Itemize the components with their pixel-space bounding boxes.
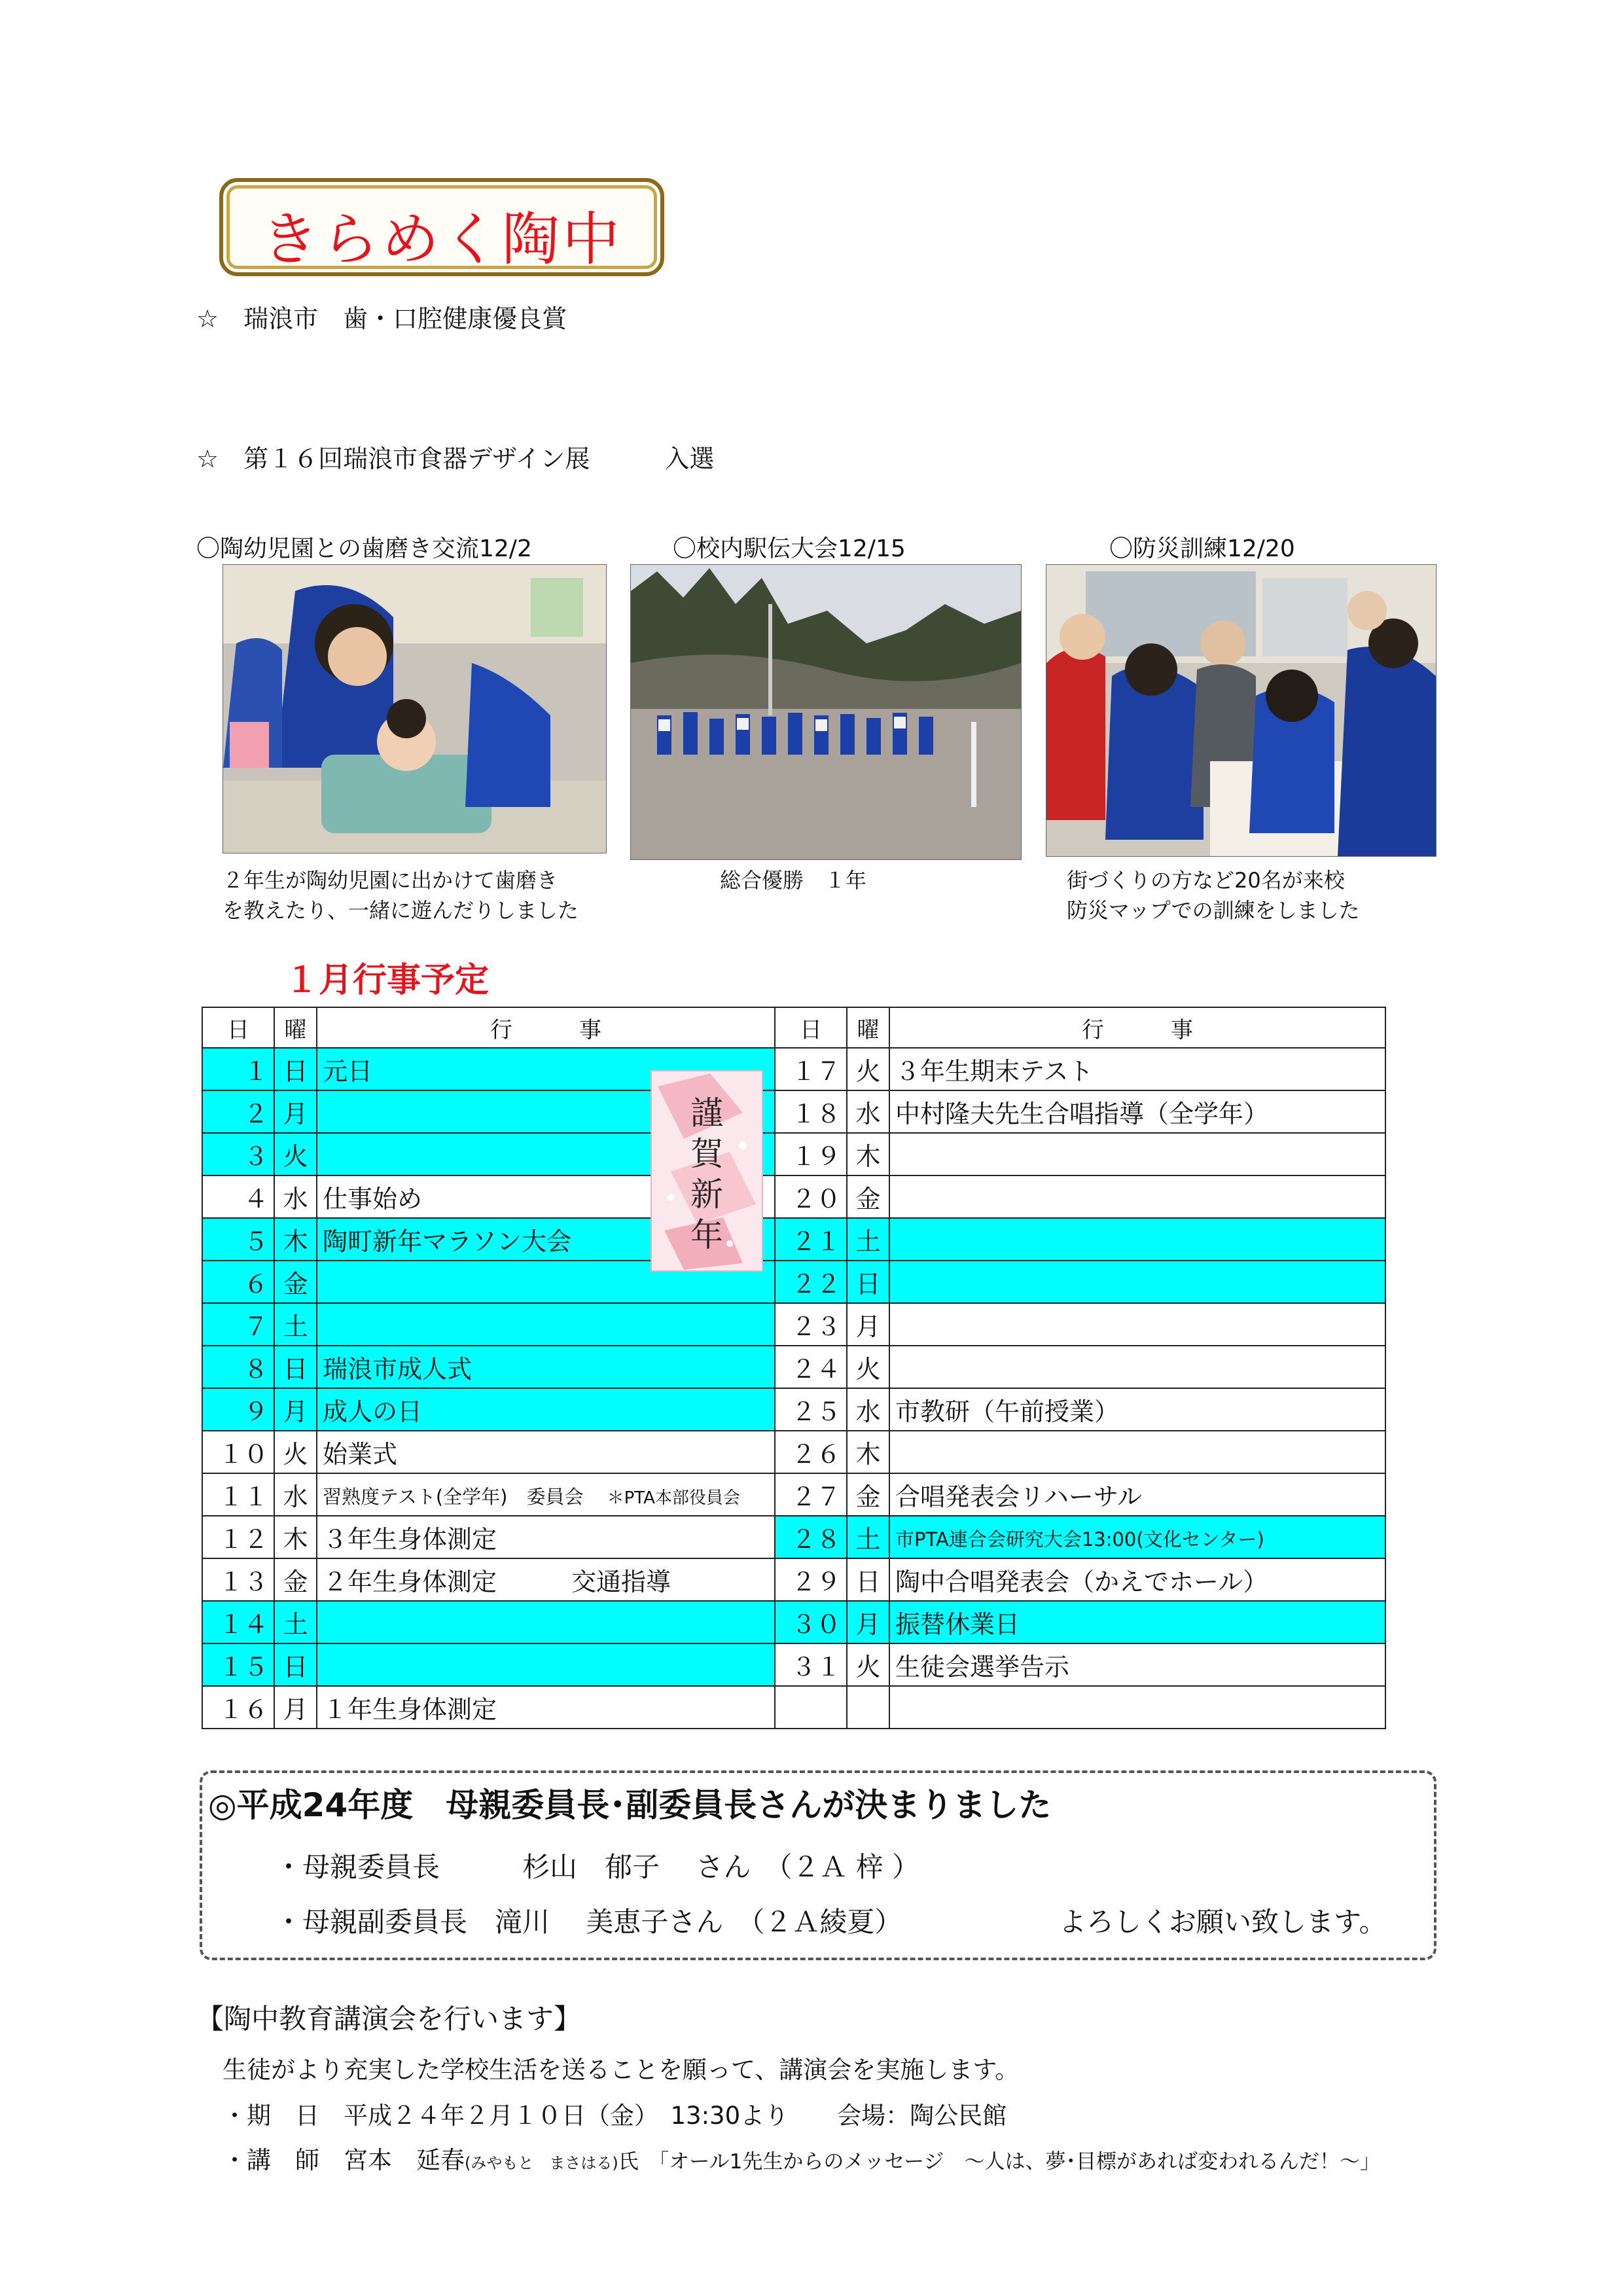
table-row — [202, 1558, 1385, 1601]
day-cell — [775, 1686, 847, 1729]
event-cell — [317, 1303, 775, 1346]
event-cell — [889, 1303, 1385, 1346]
dow-cell: 金 — [847, 1175, 889, 1218]
dow-cell: 土 — [847, 1516, 889, 1558]
mothers-title: ◎平成24年度 母親委員長･副委員長さんが決まりました — [208, 1786, 1052, 1824]
event-cell: ３年生身体測定 — [317, 1516, 775, 1558]
award-line-1: ☆ 瑞浪市 歯・口腔健康優良賞 — [196, 304, 567, 333]
photo-title-drill: 〇防災訓練12/20 — [1109, 535, 1295, 562]
day-cell: １６ — [202, 1686, 274, 1729]
day-cell: ２７ — [775, 1473, 847, 1516]
event-cell: 陶町新年マラソン大会 — [317, 1218, 775, 1261]
dow-cell: 土 — [847, 1218, 889, 1261]
table-row — [202, 1346, 1385, 1388]
day-cell: １２ — [202, 1516, 274, 1558]
dow-cell: 日 — [274, 1048, 317, 1090]
dow-cell: 日 — [274, 1643, 317, 1686]
dow-cell: 月 — [274, 1090, 317, 1133]
title-plaque — [219, 178, 664, 276]
event-cell: 振替休業日 — [889, 1601, 1385, 1643]
card-char-4: 年 — [690, 1216, 723, 1254]
day-cell: ３１ — [775, 1643, 847, 1686]
speaker-reading: (みやもと まさはる) — [465, 2154, 618, 2172]
lecture-intro: 生徒がより充実した学校生活を送ることを願って、講演会を実施します。 — [223, 2056, 1020, 2084]
event-cell — [889, 1133, 1385, 1175]
header-day: 日 — [775, 1007, 847, 1048]
day-cell: ２９ — [775, 1558, 847, 1601]
event-cell — [317, 1601, 775, 1643]
day-cell: １９ — [775, 1133, 847, 1175]
day-cell: ５ — [202, 1218, 274, 1261]
table-row — [202, 1643, 1385, 1686]
photo-caption-toothbrush-2: を教えたり、一緒に遊んだりしました — [223, 898, 579, 923]
event-cell — [889, 1175, 1385, 1218]
card-char-2: 賀 — [690, 1135, 723, 1173]
day-cell: ２１ — [775, 1218, 847, 1261]
day-cell: ７ — [202, 1303, 274, 1346]
day-cell: ２５ — [775, 1388, 847, 1431]
event-cell — [889, 1346, 1385, 1388]
day-cell: １８ — [775, 1090, 847, 1133]
day-cell: ９ — [202, 1388, 274, 1431]
lecture-date: ・期 日 平成２４年２月１０日（金） 13:30より 会場：陶公民館 — [223, 2102, 1007, 2130]
photo-disaster-drill — [1046, 564, 1436, 857]
day-cell: ２０ — [775, 1175, 847, 1218]
dow-cell: 土 — [274, 1303, 317, 1346]
table-row — [202, 1133, 1385, 1175]
day-cell: １０ — [202, 1431, 274, 1473]
dow-cell: 火 — [847, 1048, 889, 1090]
photo-caption-toothbrush-1: ２年生が陶幼児園に出かけて歯磨き — [223, 868, 558, 893]
dow-cell: 月 — [847, 1303, 889, 1346]
award-line-2: ☆ 第１６回瑞浪市食器デザイン展 入選 — [196, 444, 715, 473]
card-char-1: 謹 — [690, 1094, 723, 1132]
event-cell: 合唱発表会リハーサル — [889, 1473, 1385, 1516]
dow-cell: 金 — [847, 1473, 889, 1516]
event-cell: 仕事始め — [317, 1175, 775, 1218]
dow-cell: 木 — [847, 1133, 889, 1175]
photo-title-toothbrush: 〇陶幼児園との歯磨き交流12/2 — [196, 535, 532, 562]
dow-cell: 金 — [274, 1558, 317, 1601]
event-note: ＊PTA本部役員会 — [607, 1488, 740, 1508]
table-row — [202, 1303, 1385, 1346]
dow-cell: 月 — [274, 1388, 317, 1431]
dow-cell: 水 — [274, 1175, 317, 1218]
dow-cell: 土 — [274, 1601, 317, 1643]
day-cell: ３０ — [775, 1601, 847, 1643]
day-cell: １５ — [202, 1643, 274, 1686]
event-cell: 成人の日 — [317, 1388, 775, 1431]
header-event: 行 事 — [889, 1007, 1385, 1048]
dow-cell: 月 — [274, 1686, 317, 1729]
lecture-speaker — [223, 2140, 1380, 2176]
day-cell: １４ — [202, 1601, 274, 1643]
lecture-title: 【陶中教育講演会を行います】 — [196, 2003, 582, 2035]
mothers-closing: よろしくお願い致します。 — [1059, 1906, 1387, 1938]
event-text: 習熟度テスト(全学年) 委員会 — [323, 1485, 584, 1508]
event-cell: 元日 — [317, 1048, 775, 1090]
mothers-vice-chair: ・母親副委員長 滝川 美恵子さん （２Ａ綾夏） — [275, 1906, 902, 1938]
day-cell: １３ — [202, 1558, 274, 1601]
day-cell: ６ — [202, 1261, 274, 1303]
dow-cell: 水 — [847, 1090, 889, 1133]
event-cell — [317, 1643, 775, 1686]
event-cell: 市教研（午前授業） — [889, 1388, 1385, 1431]
day-cell: ２ — [202, 1090, 274, 1133]
dow-cell: 木 — [274, 1218, 317, 1261]
day-cell: ２６ — [775, 1431, 847, 1473]
table-row — [202, 1601, 1385, 1643]
new-year-card — [645, 1067, 769, 1276]
day-cell: １ — [202, 1048, 274, 1090]
dow-cell: 日 — [274, 1346, 317, 1388]
day-cell: １７ — [775, 1048, 847, 1090]
photo-caption-drill-1: 街づくりの方など20名が来校 — [1067, 868, 1345, 893]
day-cell: ２４ — [775, 1346, 847, 1388]
table-row — [202, 1686, 1385, 1729]
table-row — [202, 1431, 1385, 1473]
header-dow: 曜 — [274, 1007, 317, 1048]
event-cell: １年生身体測定 — [317, 1686, 775, 1729]
event-cell — [889, 1686, 1385, 1729]
day-cell: ３ — [202, 1133, 274, 1175]
event-cell: 陶中合唱発表会（かえでホール） — [889, 1558, 1385, 1601]
dow-cell — [847, 1686, 889, 1729]
table-row — [202, 1090, 1385, 1133]
header-event: 行 事 — [317, 1007, 775, 1048]
event-cell — [889, 1516, 1385, 1558]
photo-caption-drill-2: 防災マップでの訓練をしました — [1067, 898, 1360, 923]
dow-cell: 日 — [847, 1558, 889, 1601]
table-row — [202, 1175, 1385, 1218]
header-day: 日 — [202, 1007, 274, 1048]
photo-caption-relay: 総合優勝 １年 — [720, 868, 867, 893]
event-cell: 中村隆夫先生合唱指導（全学年） — [889, 1090, 1385, 1133]
event-cell: 始業式 — [317, 1431, 775, 1473]
dow-cell: 火 — [274, 1133, 317, 1175]
event-cell: 生徒会選挙告示 — [889, 1643, 1385, 1686]
dow-cell: 水 — [274, 1473, 317, 1516]
dow-cell: 木 — [274, 1516, 317, 1558]
header-dow: 曜 — [847, 1007, 889, 1048]
schedule-table — [202, 1007, 1386, 1729]
dow-cell: 木 — [847, 1431, 889, 1473]
table-row — [202, 1048, 1385, 1090]
photo-title-relay: 〇校内駅伝大会12/15 — [673, 535, 906, 562]
event-cell: ２年生身体測定 交通指導 — [317, 1558, 775, 1601]
dow-cell: 火 — [847, 1346, 889, 1388]
day-cell: １１ — [202, 1473, 274, 1516]
table-row — [202, 1261, 1385, 1303]
dow-cell: 日 — [847, 1261, 889, 1303]
photo-toothbrush-exchange — [223, 564, 607, 853]
day-cell: ４ — [202, 1175, 274, 1218]
event-cell: 瑞浪市成人式 — [317, 1346, 775, 1388]
day-cell: ２３ — [775, 1303, 847, 1346]
table-row — [202, 1516, 1385, 1558]
event-cell — [317, 1473, 775, 1516]
mothers-chair: ・母親委員長 杉山 郁子 さん （２Ａ 梓 ） — [275, 1851, 920, 1883]
card-char-3: 新 — [690, 1175, 723, 1213]
speaker-title: 氏 「オール1先生からのメッセージ ～人は、夢･目標があれば変われるんだ！～」 — [618, 2150, 1380, 2174]
schedule-title: １月行事予定 — [285, 961, 490, 1000]
dow-cell: 金 — [274, 1261, 317, 1303]
table-row — [202, 1388, 1385, 1431]
day-cell: ２２ — [775, 1261, 847, 1303]
page-title: きらめく陶中 — [260, 206, 622, 273]
dow-cell: 火 — [847, 1643, 889, 1686]
day-cell: ２８ — [775, 1516, 847, 1558]
table-header-row — [202, 1007, 1385, 1048]
table-row — [202, 1473, 1385, 1516]
photo-relay-race — [630, 564, 1022, 860]
event-cell — [889, 1261, 1385, 1303]
event-cell — [889, 1218, 1385, 1261]
dow-cell: 火 — [274, 1431, 317, 1473]
dow-cell: 月 — [847, 1601, 889, 1643]
event-cell — [889, 1431, 1385, 1473]
day-cell: ８ — [202, 1346, 274, 1388]
dow-cell: 水 — [847, 1388, 889, 1431]
table-row — [202, 1218, 1385, 1261]
event-cell: ３年生期末テスト — [889, 1048, 1385, 1090]
event-text: 市PTA連合会研究大会13:00(文化センター) — [895, 1528, 1264, 1551]
speaker-label: ・講 師 宮本 延春 — [223, 2146, 465, 2174]
